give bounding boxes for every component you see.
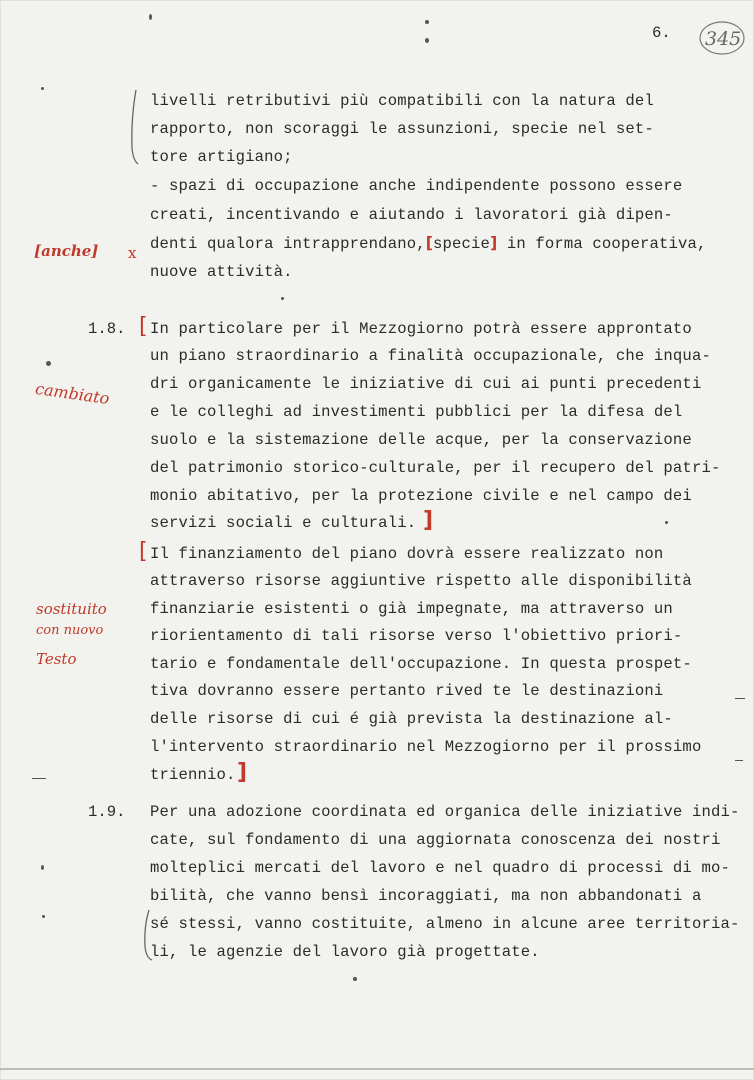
text-line: e le colleghi ad investimenti pubblici per la difesa del: [150, 403, 683, 421]
text-line: rapporto, non scoraggi le assunzioni, specie nel set-: [150, 120, 654, 138]
red-bracket-close: ]: [423, 508, 434, 533]
red-bracket-close: ]: [237, 760, 248, 785]
scan-speck: [425, 38, 429, 43]
red-bracket-close: ]: [490, 234, 498, 252]
stamp-text: 345: [705, 28, 742, 50]
scan-speck: [735, 760, 743, 761]
text-line: denti qualora intrapprendano,[specie] in forma cooperativa,: [150, 234, 707, 253]
annotation-x-mark: x: [128, 244, 137, 262]
scan-edge: [0, 1068, 754, 1070]
text-line: li, le agenzie del lavoro già progettate.: [150, 943, 540, 961]
scan-speck: [353, 977, 357, 981]
scan-speck: [665, 521, 668, 524]
page-number: 6.: [652, 24, 671, 42]
red-bracket-open: [: [139, 539, 148, 564]
text-line: servizi sociali e culturali.: [150, 514, 417, 532]
text-line: Il finanziamento del piano dovrà essere realizzato non: [150, 545, 664, 563]
section-number-1-9: 1.9.: [88, 803, 126, 821]
text-line: tore artigiano;: [150, 148, 293, 166]
text-line: suolo e la sistemazione delle acque, per la conservazione: [150, 431, 692, 449]
text-line: creati, incentivando e aiutando i lavoratori già dipen-: [150, 206, 673, 224]
text-line: del patrimonio storico-culturale, per il recupero del patri-: [150, 459, 721, 477]
archive-stamp: [698, 18, 748, 60]
text-line: cate, sul fondamento di una aggiornata conoscenza dei nostri: [150, 831, 721, 849]
annotation-sostituito-line-1: sostituito: [36, 600, 107, 618]
text-line: bilità, che vanno bensì incoraggiati, ma non abbandonati a: [150, 887, 702, 905]
scan-speck: [735, 698, 745, 699]
section-number-1-8: 1.8.: [88, 320, 126, 338]
annotation-sostituito-line-3: Testo: [36, 650, 77, 668]
text-line: triennio.: [150, 766, 236, 784]
red-bracket-open: [: [139, 314, 148, 339]
text-line: attraverso risorse aggiuntive rispetto alle disponibilità: [150, 572, 692, 590]
scan-speck: [41, 865, 44, 870]
text-line: livelli retributivi più compatibili con la natura del: [150, 92, 654, 110]
scan-speck: [41, 87, 44, 90]
text-line: delle risorse di cui é già prevista la destinazione al-: [150, 710, 673, 728]
scan-speck: [46, 361, 51, 366]
scan-speck: [281, 297, 284, 300]
red-bracket-open: [: [425, 234, 434, 252]
text-line: molteplici mercati del lavoro e nel quadro di processi di mo-: [150, 859, 730, 877]
scan-speck: [425, 20, 429, 24]
text-line: un piano straordinario a finalità occupazionale, che inqua-: [150, 347, 711, 365]
margin-bracket-mark: [128, 88, 142, 168]
text-line: sé stessi, vanno costituite, almeno in alcune aree territoria-: [150, 915, 740, 933]
text-line: nuove attività.: [150, 263, 293, 281]
text-line: monio abitativo, per la protezione civile e nel campo dei: [150, 487, 692, 505]
text-line: Per una adozione coordinata ed organica delle iniziative indi-: [150, 803, 740, 821]
text-line: tario e fondamentale dell'occupazione. In questa prospet-: [150, 655, 692, 673]
scan-speck: [42, 915, 45, 918]
text-line: l'intervento straordinario nel Mezzogiorno per il prossimo: [150, 738, 702, 756]
annotation-anche: [anche]: [34, 242, 99, 260]
scan-speck: [32, 778, 46, 779]
text-line: dri organicamente le iniziative di cui ai punti precedenti: [150, 375, 702, 393]
annotation-cambiato: cambiato: [34, 378, 111, 409]
text-line: finanziarie esistenti o già impegnate, ma attraverso un: [150, 600, 673, 618]
scan-speck: [149, 14, 152, 20]
text-line: riorientamento di tali risorse verso l'obiettivo priori-: [150, 627, 683, 645]
text-line: tiva dovranno essere pertanto rived te le destinazioni: [150, 682, 664, 700]
text-line: - spazi di occupazione anche indipendente possono essere: [150, 177, 683, 195]
text-line: In particolare per il Mezzogiorno potrà essere approntato: [150, 320, 692, 338]
annotation-sostituito-line-2: con nuovo: [36, 623, 104, 638]
margin-bracket-mark: [140, 906, 154, 966]
